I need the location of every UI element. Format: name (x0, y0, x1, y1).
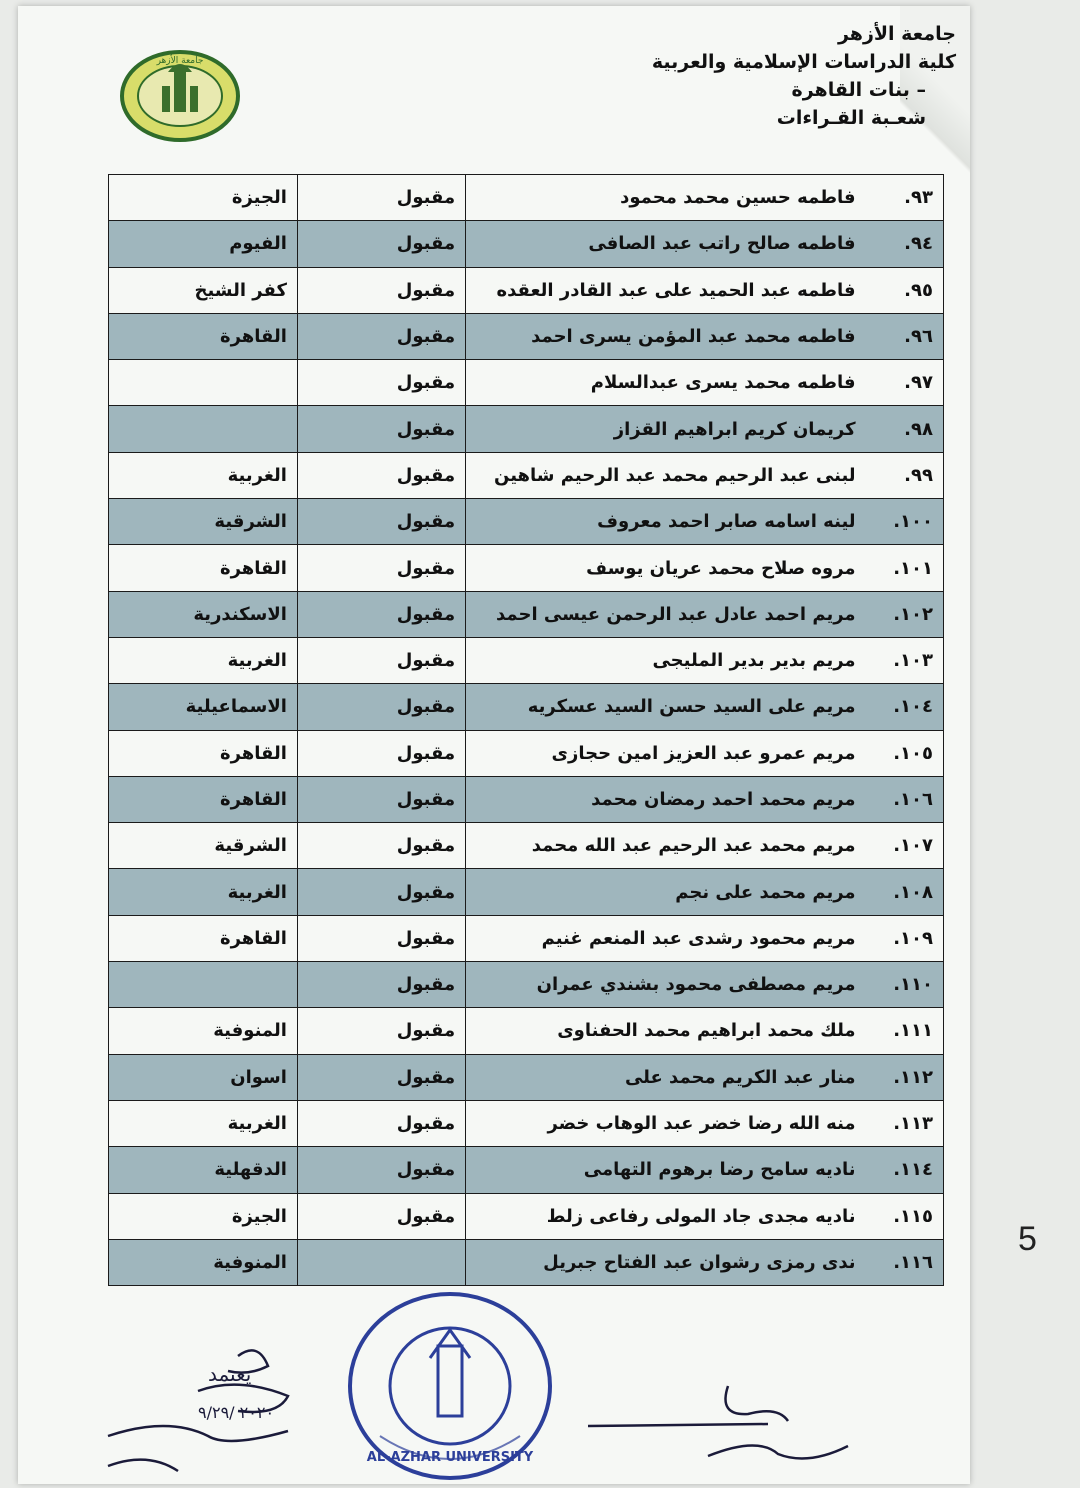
table-row (109, 637, 944, 683)
governorate: الجيزة (109, 1193, 298, 1239)
admission-status: مقبول (297, 637, 465, 683)
student-name: فاطمه محمد يسرى عبدالسلام (466, 360, 866, 406)
document-header (596, 20, 956, 132)
row-number: ١١٠. (866, 962, 944, 1008)
signature-date-text: ٢٠٢٠ /٩/٢٩ (198, 1403, 275, 1422)
row-number: ١١٥. (866, 1193, 944, 1239)
admission-status: مقبول (297, 545, 465, 591)
signature-left-icon (88, 1336, 328, 1484)
row-number: ١١١. (866, 1008, 944, 1054)
row-number: ١٠٩. (866, 915, 944, 961)
row-number: ٩٨. (866, 406, 944, 452)
signature-right-icon (578, 1366, 858, 1476)
table-row (109, 221, 944, 267)
admission-status: مقبول (297, 499, 465, 545)
admission-status: مقبول (297, 313, 465, 359)
row-number: ١١٢. (866, 1054, 944, 1100)
governorate: الجيزة (109, 175, 298, 221)
admission-status: مقبول (297, 1100, 465, 1146)
table-row (109, 591, 944, 637)
governorate: القاهرة (109, 776, 298, 822)
admission-status: مقبول (297, 175, 465, 221)
governorate: القاهرة (109, 313, 298, 359)
governorate: القاهرة (109, 730, 298, 776)
row-number: ١٠٧. (866, 823, 944, 869)
row-number: ١٠١. (866, 545, 944, 591)
admission-status (297, 1239, 465, 1285)
admission-status: مقبول (297, 1147, 465, 1193)
table-row (109, 267, 944, 313)
student-name: مريم على السيد حسن السيد عسكريه (466, 684, 866, 730)
table-row (109, 406, 944, 452)
student-name: منه الله رضا خضر عبد الوهاب خضر (466, 1100, 866, 1146)
row-number: ٩٧. (866, 360, 944, 406)
table-row (109, 1008, 944, 1054)
governorate (109, 962, 298, 1008)
admission-status: مقبول (297, 962, 465, 1008)
row-number: ٩٥. (866, 267, 944, 313)
header-branch: – بنات القاهرة (791, 79, 926, 101)
stamp-text: AL-AZHAR UNIVERSITY (366, 1450, 534, 1465)
table-row (109, 915, 944, 961)
table-row (109, 684, 944, 730)
admission-status: مقبول (297, 869, 465, 915)
governorate: المنوفية (109, 1008, 298, 1054)
student-name: فاطمه محمد عبد المؤمن يسرى احمد (466, 313, 866, 359)
row-number: ١٠٥. (866, 730, 944, 776)
table-row (109, 499, 944, 545)
student-name: ناديه سامح رضا برهوم التهامى (466, 1147, 866, 1193)
row-number: ٩٩. (866, 452, 944, 498)
table-row (109, 360, 944, 406)
admission-status: مقبول (297, 221, 465, 267)
governorate: الفيوم (109, 221, 298, 267)
table-row (109, 962, 944, 1008)
admission-status: مقبول (297, 823, 465, 869)
admission-status: مقبول (297, 684, 465, 730)
governorate: المنوفية (109, 1239, 298, 1285)
table-row (109, 730, 944, 776)
row-number: ١٠٢. (866, 591, 944, 637)
azhar-logo-icon (118, 46, 242, 146)
admission-status: مقبول (297, 915, 465, 961)
row-number: ١٠٣. (866, 637, 944, 683)
student-name: لبنى عبد الرحيم محمد عبد الرحيم شاهين (466, 452, 866, 498)
student-name: مريم محمد احمد رمضان محمد (466, 776, 866, 822)
governorate: الغربية (109, 452, 298, 498)
header-department: شعـبة القـراءات (776, 107, 926, 129)
admission-status: مقبول (297, 730, 465, 776)
student-name: مريم محمد عبد الرحيم عبد الله محمد (466, 823, 866, 869)
governorate (109, 360, 298, 406)
student-name: لينه اسامه صابر احمد معروف (466, 499, 866, 545)
student-name: كريمان كريم ابراهيم القزاز (466, 406, 866, 452)
row-number: ١١٤. (866, 1147, 944, 1193)
row-number: ١١٣. (866, 1100, 944, 1146)
governorate: كفر الشيخ (109, 267, 298, 313)
table-row (109, 1054, 944, 1100)
admission-status: مقبول (297, 1008, 465, 1054)
admission-status: مقبول (297, 591, 465, 637)
student-name: مريم عمرو عبد العزيز امين حجازى (466, 730, 866, 776)
header-faculty: كلية الدراسات الإسلامية والعربية (651, 51, 956, 73)
admission-status: مقبول (297, 267, 465, 313)
row-number: ١١٦. (866, 1239, 944, 1285)
table-row (109, 545, 944, 591)
governorate: الغربية (109, 1100, 298, 1146)
governorate: القاهرة (109, 915, 298, 961)
student-name: ندى رمزى رشوان عبد الفتاح جبريل (466, 1239, 866, 1285)
table-row (109, 1239, 944, 1285)
student-name: مريم محمد على نجم (466, 869, 866, 915)
row-number: ١٠٠. (866, 499, 944, 545)
student-name: مريم بدير بدير المليجى (466, 637, 866, 683)
governorate: الاسكندرية (109, 591, 298, 637)
governorate: الغربية (109, 869, 298, 915)
student-name: فاطمه حسين محمد محمود (466, 175, 866, 221)
table-row (109, 1193, 944, 1239)
page-number: 5 (1018, 1220, 1037, 1258)
admission-status: مقبول (297, 452, 465, 498)
student-name: فاطمه عبد الحميد على عبد القادر العقده (466, 267, 866, 313)
student-name: مريم محمود رشدى عبد المنعم غنيم (466, 915, 866, 961)
row-number: ٩٦. (866, 313, 944, 359)
student-name: ملك محمد ابراهيم محمد الحفناوى (466, 1008, 866, 1054)
admission-status: مقبول (297, 360, 465, 406)
row-number: ٩٣. (866, 175, 944, 221)
governorate: اسوان (109, 1054, 298, 1100)
student-name: مريم احمد عادل عبد الرحمن عيسى احمد (466, 591, 866, 637)
logo-text: جامعة الأزهر (156, 56, 204, 66)
row-number: ١٠٦. (866, 776, 944, 822)
table-row (109, 823, 944, 869)
students-table (108, 174, 944, 1286)
student-name: مروه صلاح محمد عريان يوسف (466, 545, 866, 591)
governorate: الشرقية (109, 499, 298, 545)
governorate (109, 406, 298, 452)
table-row (109, 1147, 944, 1193)
governorate: الدقهلية (109, 1147, 298, 1193)
governorate: الشرقية (109, 823, 298, 869)
governorate: الاسماعيلية (109, 684, 298, 730)
row-number: ١٠٤. (866, 684, 944, 730)
document-sheet (18, 6, 970, 1484)
governorate: الغربية (109, 637, 298, 683)
governorate: القاهرة (109, 545, 298, 591)
student-name: مريم مصطفى محمود بشندي عمران (466, 962, 866, 1008)
table-row (109, 1100, 944, 1146)
admission-status: مقبول (297, 406, 465, 452)
university-stamp-icon (340, 1286, 560, 1484)
table-row (109, 313, 944, 359)
student-name: منار عبد الكريم محمد على (466, 1054, 866, 1100)
table-row (109, 452, 944, 498)
admission-status: مقبول (297, 1193, 465, 1239)
student-name: فاطمه صالح راتب عبد الصافى (466, 221, 866, 267)
header-university: جامعة الأزهر (837, 23, 956, 45)
signature-approve-text: يعتمد (208, 1362, 252, 1386)
row-number: ٩٤. (866, 221, 944, 267)
table-row (109, 776, 944, 822)
student-name: ناديه مجدى جاد المولى رفاعى زلط (466, 1193, 866, 1239)
table-row (109, 175, 944, 221)
table-row (109, 869, 944, 915)
admission-status: مقبول (297, 1054, 465, 1100)
row-number: ١٠٨. (866, 869, 944, 915)
admission-status: مقبول (297, 776, 465, 822)
